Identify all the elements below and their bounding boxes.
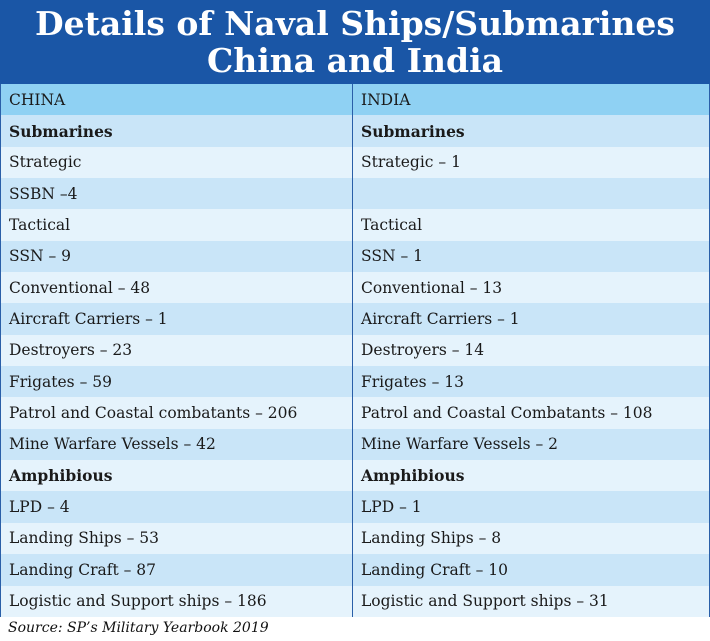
- india-cell: Conventional – 13: [361, 278, 503, 297]
- source-caption: Source: SP’s Military Yearbook 2019: [8, 620, 269, 636]
- table-row: [1, 491, 709, 522]
- table-row: [1, 586, 709, 617]
- table-row: [1, 272, 709, 303]
- china-cell: Aircraft Carriers – 1: [1, 303, 353, 334]
- india-cell: Landing Ships – 8: [361, 529, 502, 548]
- china-cell: Destroyers – 23: [1, 335, 353, 366]
- table-row: [1, 523, 709, 554]
- china-cell: Submarines: [1, 115, 353, 146]
- table-row: [1, 366, 709, 397]
- column-header-china: CHINA: [1, 84, 353, 115]
- india-cell: [353, 178, 709, 209]
- table-row: [1, 147, 709, 178]
- india-cell: Logistic and Support ships – 31: [361, 592, 609, 611]
- naval-comparison-table: [0, 84, 710, 617]
- india-cell: LPD – 1: [361, 498, 422, 517]
- india-cell: SSN – 1: [361, 247, 423, 266]
- china-cell: Frigates – 59: [1, 366, 353, 397]
- india-cell: Patrol and Coastal Combatants – 108: [361, 404, 653, 423]
- china-cell: Landing Craft – 87: [1, 554, 353, 585]
- india-cell: Landing Craft – 10: [361, 560, 509, 579]
- india-cell: Mine Warfare Vessels – 2: [361, 435, 559, 454]
- table-row: [1, 178, 709, 209]
- china-cell: Patrol and Coastal combatants – 206: [1, 397, 353, 428]
- china-cell: Landing Ships – 53: [1, 523, 353, 554]
- table-row: [1, 429, 709, 460]
- china-cell: LPD – 4: [1, 491, 353, 522]
- india-cell: Frigates – 13: [361, 372, 464, 391]
- china-cell: SSBN –4: [1, 178, 353, 209]
- title-line-1: Details of Naval Ships/Submarines: [35, 4, 675, 43]
- china-cell: Conventional – 48: [1, 272, 353, 303]
- india-cell: Tactical: [361, 216, 423, 235]
- china-cell: Mine Warfare Vessels – 42: [1, 429, 353, 460]
- title-line-2: China and India: [206, 41, 504, 80]
- table-body: [1, 115, 709, 617]
- china-cell: SSN – 9: [1, 241, 353, 272]
- india-cell: Strategic – 1: [361, 153, 461, 172]
- china-cell: Tactical: [1, 209, 353, 240]
- china-cell: Amphibious: [1, 460, 353, 491]
- india-cell: Amphibious: [361, 466, 465, 486]
- table-row: [1, 460, 709, 491]
- table-row: [1, 397, 709, 428]
- table-row: [1, 209, 709, 240]
- column-header-india: INDIA: [361, 90, 411, 109]
- title-banner: [0, 0, 710, 84]
- table-row: [1, 554, 709, 585]
- china-cell: Strategic: [1, 147, 353, 178]
- table-row: [1, 115, 709, 146]
- india-cell: Destroyers – 14: [361, 341, 485, 360]
- table-row: [1, 241, 709, 272]
- table-header-row: [1, 84, 709, 115]
- china-cell: Logistic and Support ships – 186: [1, 586, 353, 617]
- india-cell: Aircraft Carriers – 1: [361, 310, 520, 329]
- table-row: [1, 303, 709, 334]
- india-cell: Submarines: [361, 121, 465, 141]
- table-row: [1, 335, 709, 366]
